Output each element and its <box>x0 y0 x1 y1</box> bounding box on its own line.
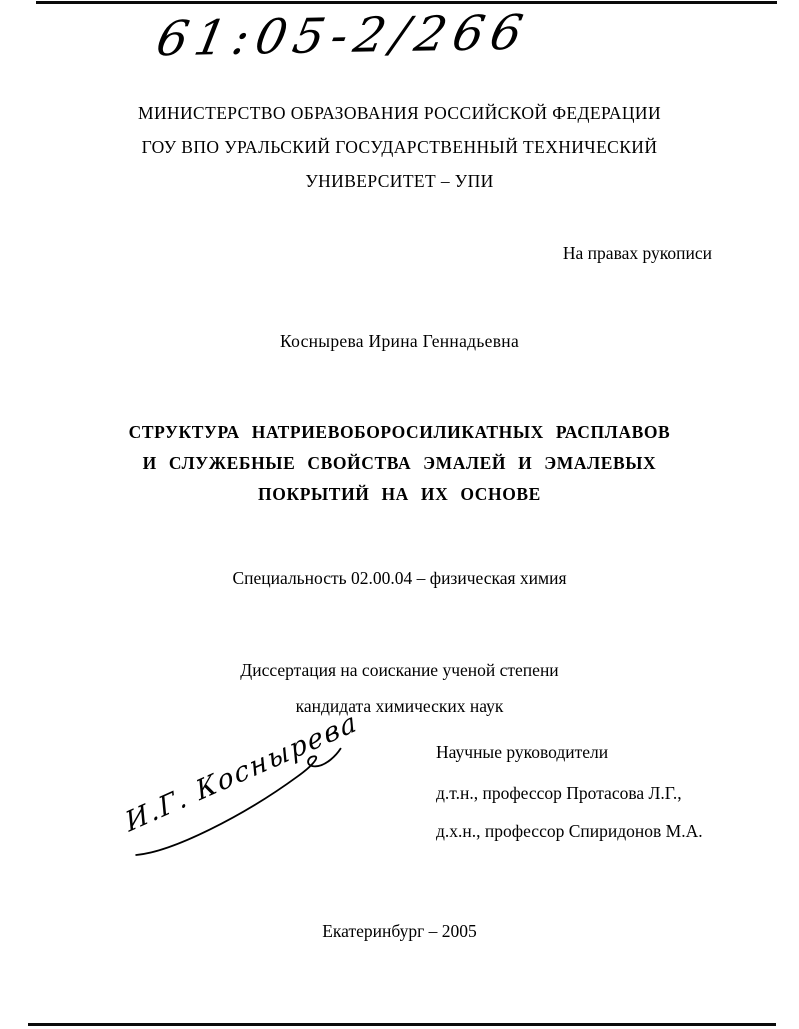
title-line-3: ПОКРЫТИЙ НА ИХ ОСНОВЕ <box>258 484 541 504</box>
title-line-1: СТРУКТУРА НАТРИЕВОБОРОСИЛИКАТНЫХ РАСПЛАВОВ <box>128 422 671 442</box>
dissertation-title <box>0 417 799 510</box>
signature-text: И.Г. Коснырева <box>122 706 362 839</box>
dissertation-line-1: Диссертация на соискание ученой степени <box>240 660 559 680</box>
dissertation-line-2: кандидата химических наук <box>295 696 504 716</box>
scan-edge-top <box>36 1 777 4</box>
supervisors-block <box>436 742 703 859</box>
ministry-line-3: УНИВЕРСИТЕТ – УПИ <box>305 171 494 191</box>
ministry-line-1: МИНИСТЕРСТВО ОБРАЗОВАНИЯ РОССИЙСКОЙ ФЕДЕРАЦИИ <box>137 103 661 123</box>
handwritten-signature <box>120 706 375 910</box>
scan-edge-bottom <box>28 1023 776 1026</box>
handwritten-catalog-number: 61:05-2/266 <box>151 4 534 68</box>
specialty-line: Специальность 02.00.04 – физическая химия <box>232 568 567 588</box>
title-line-2: И СЛУЖЕБНЫЕ СВОЙСТВА ЭМАЛЕЙ И ЭМАЛЕВЫХ <box>142 453 657 473</box>
supervisor-2: д.х.н., профессор Спиридонов М.А. <box>436 821 703 841</box>
manuscript-rights-note: На правах рукописи <box>562 243 712 263</box>
ministry-header <box>0 96 799 198</box>
city-year: Екатеринбург – 2005 <box>322 921 477 941</box>
dissertation-statement <box>0 652 799 724</box>
supervisors-label: Научные руководители <box>436 742 609 762</box>
author-name: Коснырева Ирина Геннадьевна <box>279 331 520 351</box>
ministry-line-2: ГОУ ВПО УРАЛЬСКИЙ ГОСУДАРСТВЕННЫЙ ТЕХНИЧЕСКИЙ <box>141 137 658 157</box>
supervisor-1: д.т.н., профессор Протасова Л.Г., <box>436 783 682 803</box>
